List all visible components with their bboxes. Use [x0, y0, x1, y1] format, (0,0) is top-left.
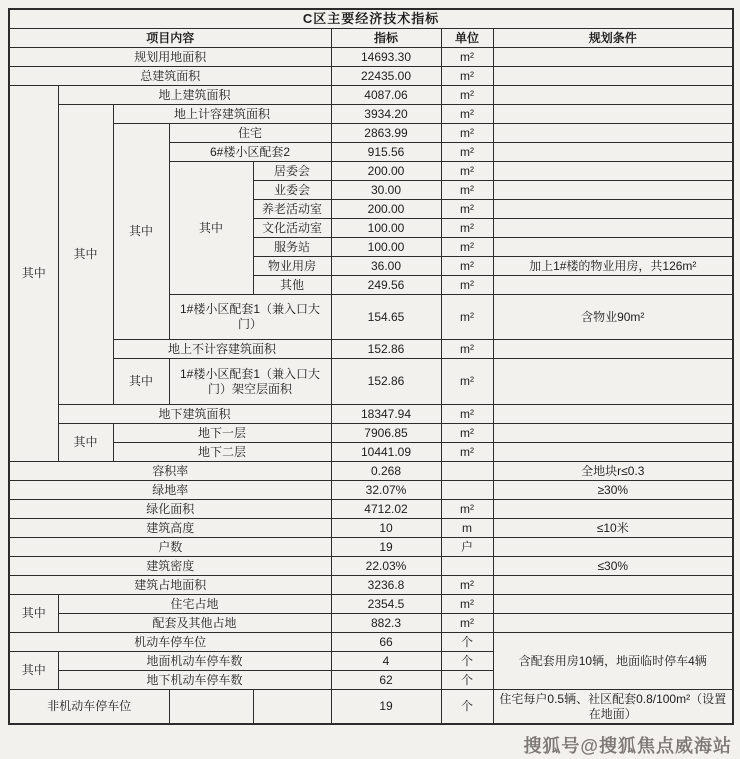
table-row [9, 48, 733, 67]
row-cond-cell [493, 359, 733, 405]
row-value-cell: 62 [331, 671, 441, 690]
row-name-cell: 机动车停车位 [9, 633, 331, 652]
header-indicator: 指标 [331, 29, 441, 48]
header-condition: 规划条件 [493, 29, 733, 48]
row-name-cell: 建筑高度 [9, 519, 331, 538]
row-name-cell: 绿化面积 [9, 500, 331, 519]
row-unit-cell [441, 462, 493, 481]
row-unit-cell [441, 481, 493, 500]
table-row [9, 359, 733, 405]
row-value-cell: 3934.20 [331, 105, 441, 124]
row-unit-cell: m² [441, 219, 493, 238]
header-item: 项目内容 [9, 29, 331, 48]
row-name-cell: 地下二层 [113, 443, 331, 462]
row-name-cell: 地面机动车停车数 [58, 652, 331, 671]
header-unit: 单位 [441, 29, 493, 48]
row-cond-cell [493, 48, 733, 67]
row-name-cell: 地上计容建筑面积 [113, 105, 331, 124]
row-cond-cell [493, 443, 733, 462]
among-cell-level3b: 其中 [113, 359, 169, 405]
row-cond-cell [493, 614, 733, 633]
row-value-cell: 152.86 [331, 359, 441, 405]
table-row [9, 443, 733, 462]
row-value-cell: 7906.85 [331, 424, 441, 443]
row-unit-cell: m² [441, 500, 493, 519]
row-value-cell: 32.07% [331, 481, 441, 500]
row-cond-cell [493, 162, 733, 181]
row-value-cell: 154.65 [331, 295, 441, 340]
row-cond-cell [493, 105, 733, 124]
row-value-cell: 200.00 [331, 162, 441, 181]
row-value-cell: 100.00 [331, 238, 441, 257]
sohu-watermark: 搜狐号@搜狐焦点威海站 [523, 736, 732, 756]
row-value-cell: 882.3 [331, 614, 441, 633]
row-value-cell: 100.00 [331, 219, 441, 238]
row-unit-cell: 个 [441, 652, 493, 671]
row-cond-cell: 加上1#楼的物业用房，共126m² [493, 257, 733, 276]
table-row [9, 124, 733, 143]
row-name-cell: 地下一层 [113, 424, 331, 443]
row-value-cell: 18347.94 [331, 405, 441, 424]
row-unit-cell: m² [441, 614, 493, 633]
row-name-cell: 规划用地面积 [9, 48, 331, 67]
among-cell-underground: 其中 [58, 424, 113, 462]
row-unit-cell: m² [441, 124, 493, 143]
row-unit-cell: m² [441, 257, 493, 276]
row-cond-cell [493, 219, 733, 238]
row-name-cell: 物业用房 [253, 257, 331, 276]
row-unit-cell: m² [441, 238, 493, 257]
table-row [9, 538, 733, 557]
row-unit-cell: m² [441, 200, 493, 219]
row-unit-cell: m² [441, 162, 493, 181]
row-name-cell: 住宅 [169, 124, 331, 143]
row-name-cell: 业委会 [253, 181, 331, 200]
row-cond-cell [493, 500, 733, 519]
row-cond-cell [493, 595, 733, 614]
row-name-cell: 其他 [253, 276, 331, 295]
row-cond-cell: 全地块r≤0.3 [493, 462, 733, 481]
row-cond-cell [493, 143, 733, 162]
row-cond-cell: 含配套用房10辆，地面临时停车4辆 [493, 633, 733, 690]
row-value-cell: 36.00 [331, 257, 441, 276]
row-value-cell: 10 [331, 519, 441, 538]
row-cond-cell [493, 424, 733, 443]
row-name-cell: 容积率 [9, 462, 331, 481]
row-unit-cell: m² [441, 295, 493, 340]
row-value-cell: 10441.09 [331, 443, 441, 462]
row-cond-cell [493, 67, 733, 86]
row-cond-cell: 含物业90m² [493, 295, 733, 340]
row-value-cell: 4712.02 [331, 500, 441, 519]
row-unit-cell: 户 [441, 538, 493, 557]
row-name-cell: 文化活动室 [253, 219, 331, 238]
table-row [9, 576, 733, 595]
row-unit-cell: m² [441, 340, 493, 359]
economic-indicators-table [8, 8, 734, 725]
row-unit-cell: m² [441, 576, 493, 595]
row-value-cell: 0.268 [331, 462, 441, 481]
row-value-cell: 66 [331, 633, 441, 652]
row-value-cell: 2354.5 [331, 595, 441, 614]
row-name-cell: 地上建筑面积 [58, 86, 331, 105]
row-cond-cell [493, 576, 733, 595]
row-name-cell: 住宅占地 [58, 595, 331, 614]
row-name-cell: 总建筑面积 [9, 67, 331, 86]
table-row [9, 462, 733, 481]
row-name-cell: 建筑占地面积 [9, 576, 331, 595]
row-unit-cell: m² [441, 405, 493, 424]
row-unit-cell: m [441, 519, 493, 538]
row-value-cell: 30.00 [331, 181, 441, 200]
row-value-cell: 22435.00 [331, 67, 441, 86]
row-name-cell: 6#楼小区配套2 [169, 143, 331, 162]
row-name-cell: 非机动车停车位 [9, 690, 169, 724]
row-cond-cell: ≥30% [493, 481, 733, 500]
row-cond-cell [493, 124, 733, 143]
row-unit-cell: m² [441, 424, 493, 443]
row-cond-cell: 住宅每户0.5辆、社区配套0.8/100m²（设置在地面） [493, 690, 733, 724]
row-unit-cell: m² [441, 359, 493, 405]
table-row [9, 481, 733, 500]
row-name-cell: 1#楼小区配套1（兼入口大门）架空层面积 [169, 359, 331, 405]
row-name-cell: 地下机动车停车数 [58, 671, 331, 690]
among-cell-parking: 其中 [9, 652, 58, 690]
row-unit-cell [441, 557, 493, 576]
table-row [9, 519, 733, 538]
table-row [9, 105, 733, 124]
row-name-cell: 服务站 [253, 238, 331, 257]
row-value-cell: 3236.8 [331, 576, 441, 595]
row-unit-cell: m² [441, 67, 493, 86]
row-unit-cell: m² [441, 48, 493, 67]
row-cond-cell [493, 340, 733, 359]
row-value-cell: 249.56 [331, 276, 441, 295]
row-name-cell: 户数 [9, 538, 331, 557]
row-unit-cell: 个 [441, 671, 493, 690]
row-name-cell: 1#楼小区配套1（兼入口大门） [169, 295, 331, 340]
row-name-cell: 绿地率 [9, 481, 331, 500]
row-value-cell: 200.00 [331, 200, 441, 219]
row-unit-cell: m² [441, 443, 493, 462]
table-row [9, 500, 733, 519]
row-name-cell: 地下建筑面积 [58, 405, 331, 424]
table-row [9, 633, 733, 652]
row-unit-cell: m² [441, 595, 493, 614]
row-unit-cell: m² [441, 276, 493, 295]
row-unit-cell: m² [441, 105, 493, 124]
row-value-cell: 915.56 [331, 143, 441, 162]
table-row [9, 405, 733, 424]
table-row [9, 340, 733, 359]
table-row [9, 595, 733, 614]
row-cond-cell [493, 181, 733, 200]
row-name-cell: 养老活动室 [253, 200, 331, 219]
row-cond-cell [493, 405, 733, 424]
table-row [9, 614, 733, 633]
table-row [9, 690, 733, 724]
table-row [9, 424, 733, 443]
empty-cell [253, 690, 331, 724]
row-value-cell: 19 [331, 538, 441, 557]
row-unit-cell: 个 [441, 690, 493, 724]
row-unit-cell: 个 [441, 633, 493, 652]
row-cond-cell [493, 538, 733, 557]
table-header-row [9, 29, 733, 48]
table-row [9, 557, 733, 576]
row-cond-cell: ≤30% [493, 557, 733, 576]
among-cell-level1: 其中 [9, 86, 58, 462]
row-unit-cell: m² [441, 181, 493, 200]
row-name-cell: 建筑密度 [9, 557, 331, 576]
row-name-cell: 地上不计容建筑面积 [113, 340, 331, 359]
table-row [9, 86, 733, 105]
among-cell-footprint: 其中 [9, 595, 58, 633]
table-title-row [9, 9, 733, 29]
row-value-cell: 22.03% [331, 557, 441, 576]
row-unit-cell: m² [441, 86, 493, 105]
row-cond-cell [493, 238, 733, 257]
row-value-cell: 19 [331, 690, 441, 724]
row-value-cell: 14693.30 [331, 48, 441, 67]
row-value-cell: 2863.99 [331, 124, 441, 143]
row-cond-cell [493, 86, 733, 105]
row-cond-cell [493, 276, 733, 295]
row-name-cell: 居委会 [253, 162, 331, 181]
row-name-cell: 配套及其他占地 [58, 614, 331, 633]
page-title: C区主要经济技术指标 [9, 9, 733, 29]
among-cell-level2: 其中 [58, 105, 113, 405]
among-cell-level3: 其中 [113, 124, 169, 340]
row-value-cell: 4 [331, 652, 441, 671]
row-cond-cell: ≤10米 [493, 519, 733, 538]
row-value-cell: 152.86 [331, 340, 441, 359]
row-unit-cell: m² [441, 143, 493, 162]
row-value-cell: 4087.06 [331, 86, 441, 105]
table-row [9, 67, 733, 86]
row-cond-cell [493, 200, 733, 219]
among-cell-level4: 其中 [169, 162, 253, 295]
empty-cell [169, 690, 253, 724]
